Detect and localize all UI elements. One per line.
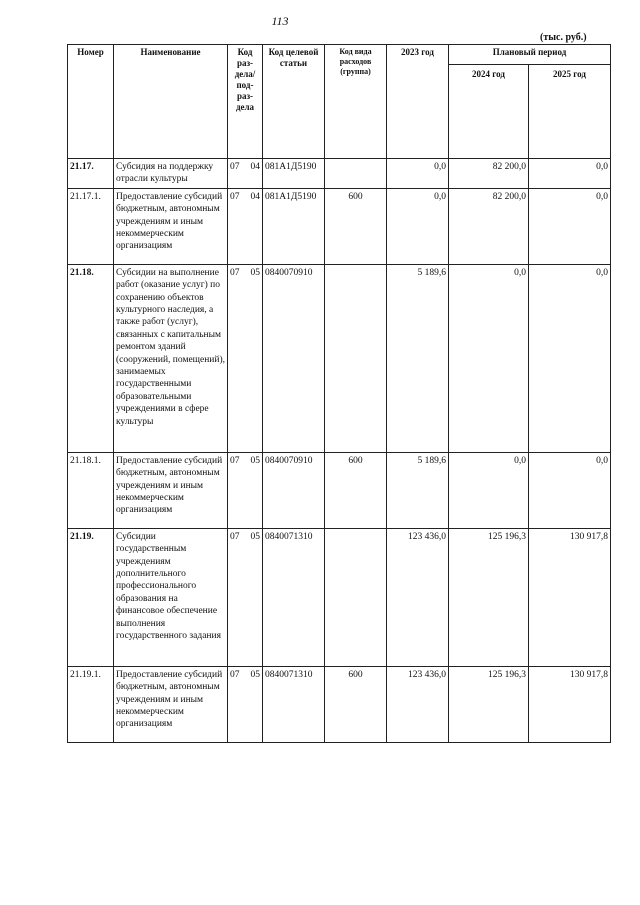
row-number: 21.19. [68, 528, 114, 666]
row-number: 21.17. [68, 159, 114, 189]
row-section: 07 05 [228, 452, 263, 528]
header-year-2025: 2025 год [529, 65, 611, 159]
row-value-2023: 5 189,6 [387, 264, 449, 452]
row-expense-type: 600 [325, 666, 387, 742]
row-target-code: 081А1Д5190 [263, 159, 325, 189]
row-target-code: 081А1Д5190 [263, 188, 325, 264]
row-value-2024: 82 200,0 [449, 188, 529, 264]
table-row [68, 159, 611, 189]
row-value-2023: 0,0 [387, 188, 449, 264]
row-value-2025: 0,0 [529, 159, 611, 189]
row-value-2025: 130 917,8 [529, 528, 611, 666]
row-value-2024: 82 200,0 [449, 159, 529, 189]
row-value-2024: 125 196,3 [449, 528, 529, 666]
row-number: 21.17.1. [68, 188, 114, 264]
row-value-2023: 123 436,0 [387, 528, 449, 666]
header-section: Код раз- дела/ под- раз- дела [228, 45, 263, 159]
row-value-2025: 130 917,8 [529, 666, 611, 742]
row-value-2024: 0,0 [449, 452, 529, 528]
page-number: 113 [271, 14, 289, 28]
header-number: Номер [68, 45, 114, 159]
row-name: Субсидия на поддержку отрасли культуры [114, 159, 228, 189]
row-target-code: 0840070910 [263, 452, 325, 528]
row-section: 07 05 [228, 528, 263, 666]
row-section: 07 04 [228, 159, 263, 189]
units-label: (тыс. руб.) [540, 32, 587, 43]
row-value-2025: 0,0 [529, 452, 611, 528]
table-row [68, 452, 611, 528]
header-year-2023: 2023 год [387, 45, 449, 159]
row-value-2024: 0,0 [449, 264, 529, 452]
row-expense-type [325, 159, 387, 189]
row-section: 07 05 [228, 666, 263, 742]
row-value-2025: 0,0 [529, 264, 611, 452]
table-row [68, 666, 611, 742]
table-row [68, 264, 611, 452]
row-target-code: 0840070910 [263, 264, 325, 452]
row-name: Предоставление субсидий бюджетным, автономным учреждениям и иным некоммерческим организациям [114, 452, 228, 528]
row-name: Субсидии государственным учреждениям дополнительного профессионального образования на финансовое обеспечение выполнения государственного задания [114, 528, 228, 666]
table-row [68, 188, 611, 264]
row-name: Субсидии на выполнение работ (оказание услуг) по сохранению объектов культурного наследия, а также работ (услуг), связанных с капитальным ремонтом зданий (сооружений, помещений), занимаемых государственными образовательными учреждениями в сфере культуры [114, 264, 228, 452]
table-row [68, 528, 611, 666]
header-year-2024: 2024 год [449, 65, 529, 159]
row-value-2023: 0,0 [387, 159, 449, 189]
row-value-2024: 125 196,3 [449, 666, 529, 742]
row-value-2023: 5 189,6 [387, 452, 449, 528]
row-value-2025: 0,0 [529, 188, 611, 264]
row-target-code: 0840071310 [263, 528, 325, 666]
row-value-2023: 123 436,0 [387, 666, 449, 742]
header-target-code: Код целевой статьи [263, 45, 325, 159]
row-number: 21.19.1. [68, 666, 114, 742]
row-number: 21.18.1. [68, 452, 114, 528]
header-expense-type: Код вида расходов (группа) [325, 45, 387, 159]
row-expense-type: 600 [325, 188, 387, 264]
row-name: Предоставление субсидий бюджетным, автономным учреждениям и иным некоммерческим организациям [114, 188, 228, 264]
row-section: 07 04 [228, 188, 263, 264]
row-expense-type [325, 528, 387, 666]
header-planned-period: Плановый период [449, 45, 611, 65]
row-target-code: 0840071310 [263, 666, 325, 742]
budget-table [67, 44, 611, 743]
row-expense-type: 600 [325, 452, 387, 528]
row-number: 21.18. [68, 264, 114, 452]
row-section: 07 05 [228, 264, 263, 452]
row-expense-type [325, 264, 387, 452]
row-name: Предоставление субсидий бюджетным, автономным учреждениям и иным некоммерческим организациям [114, 666, 228, 742]
header-name: Наименование [114, 45, 228, 159]
